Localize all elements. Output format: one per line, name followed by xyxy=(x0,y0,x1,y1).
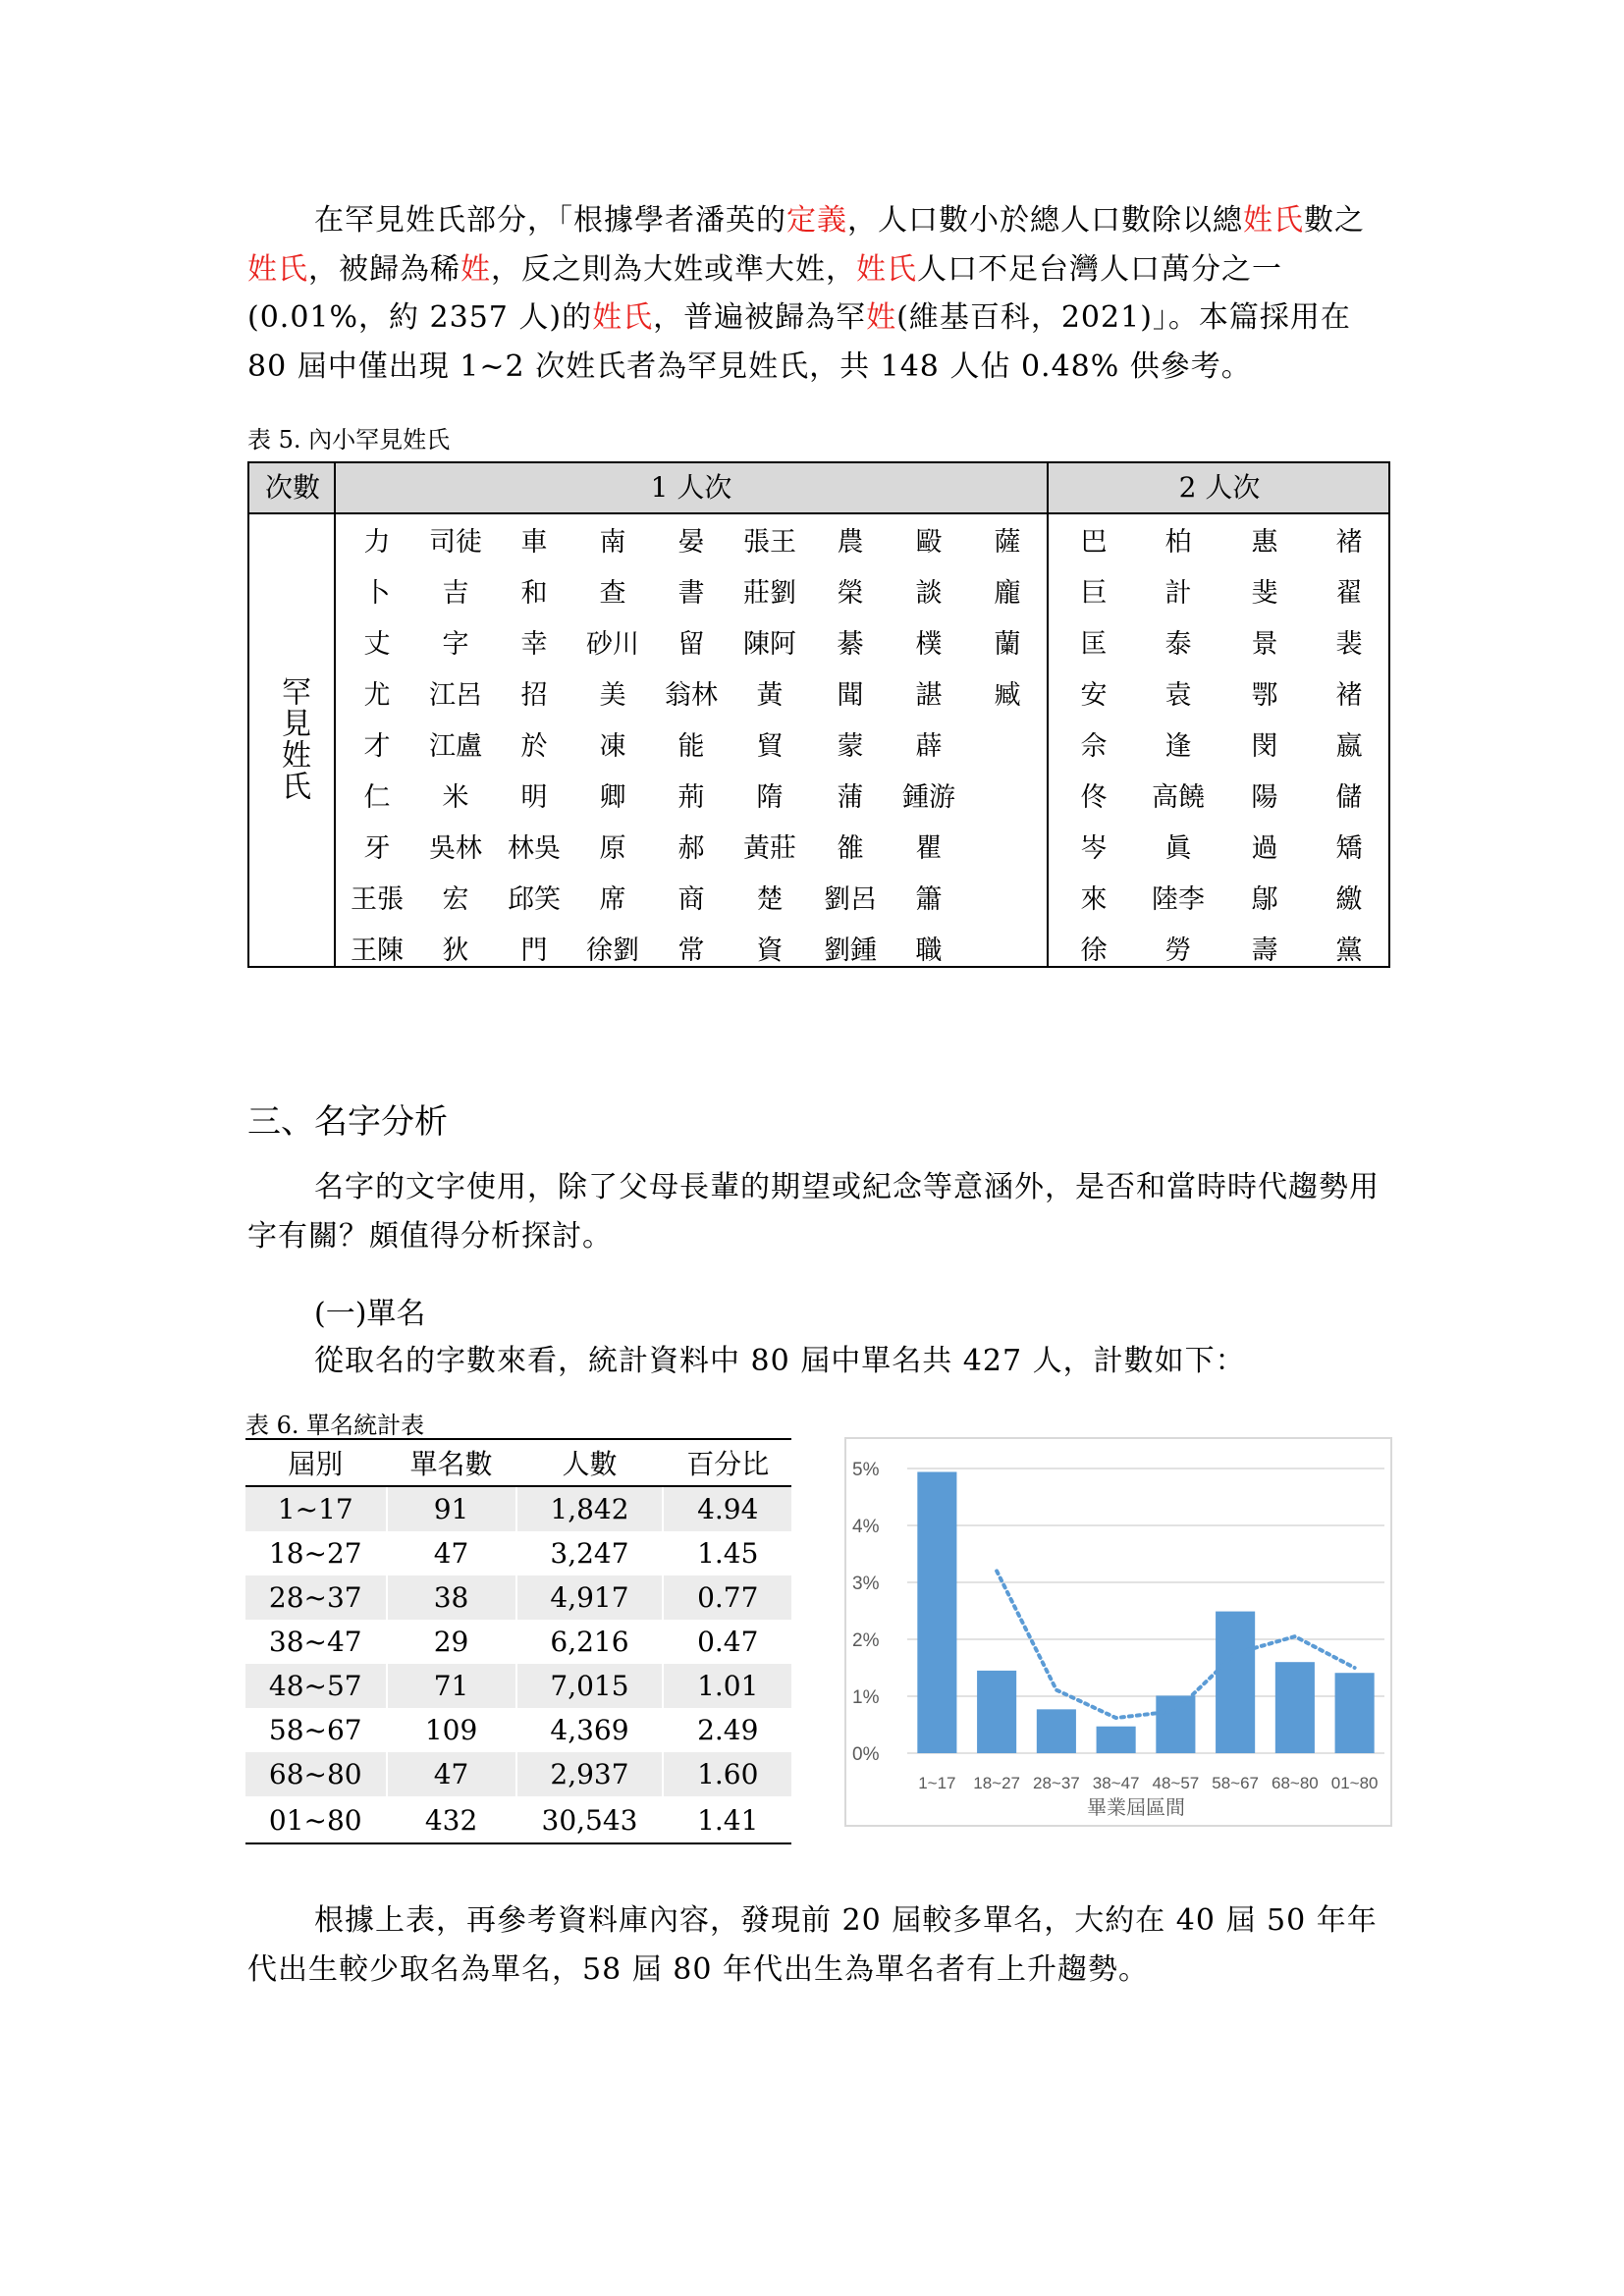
table-cell: 58~67 xyxy=(268,1714,362,1746)
table-cell: 3,247 xyxy=(516,1531,664,1575)
surname-cell: 和 xyxy=(520,578,548,609)
y-tick-label: 1% xyxy=(852,1687,880,1708)
table-row xyxy=(245,1797,791,1843)
surname-cell: 佟 xyxy=(1080,782,1108,813)
surname-cell: 蒙 xyxy=(837,731,864,762)
surname-cell: 力 xyxy=(363,527,391,558)
surname-cell: 繳 xyxy=(1335,884,1363,915)
surname-cell: 薜 xyxy=(915,731,943,762)
table-cell: 1.45 xyxy=(663,1531,791,1575)
surname-cell: 貿 xyxy=(756,731,784,762)
surname-cell: 瞿 xyxy=(915,833,943,864)
table6-header: 百分比 xyxy=(663,1439,791,1486)
chart-bar xyxy=(1216,1612,1255,1753)
surname-cell: 林吳 xyxy=(508,833,561,864)
single-name-intro: 從取名的字數來看，統計資料中 80 屆中單名共 427 人，計數如下： xyxy=(314,1344,1246,1378)
table6-header: 單名數 xyxy=(387,1439,516,1486)
surname-cell: 吳林 xyxy=(429,833,482,864)
surname-cell: 明 xyxy=(520,782,548,813)
surname-cell: 佘 xyxy=(1080,731,1108,762)
surname-cell: 美 xyxy=(599,680,626,711)
surname-cell: 黃莊 xyxy=(743,833,796,864)
surname-cell: 劉鍾 xyxy=(824,935,877,966)
surname-cell: 徐 xyxy=(1080,935,1108,966)
chart-bar xyxy=(977,1671,1016,1753)
x-tick-label: 1~17 xyxy=(918,1774,956,1792)
surname-cell: 江呂 xyxy=(429,680,482,711)
surname-cell: 尤 xyxy=(363,680,391,711)
x-tick-label: 48~57 xyxy=(1152,1774,1200,1792)
table-row xyxy=(245,1531,791,1575)
surname-cell: 荊 xyxy=(677,782,705,813)
surname-cell: 樸 xyxy=(915,629,943,660)
table-cell: 109 xyxy=(387,1708,516,1752)
surname-cell: 陸李 xyxy=(1152,884,1205,915)
table-cell: 29 xyxy=(387,1620,516,1664)
surname-cell: 鍾游 xyxy=(902,782,955,813)
y-tick-label: 4% xyxy=(852,1517,880,1537)
surname-cell: 薩 xyxy=(994,527,1021,558)
surname-cell: 綦 xyxy=(837,629,864,660)
surname-cell: 張王 xyxy=(743,527,796,558)
surname-cell: 徐劉 xyxy=(586,935,639,966)
table-cell: 4.94 xyxy=(663,1486,791,1531)
single-name-chart xyxy=(844,1437,1392,1827)
surname-cell: 幸 xyxy=(520,629,548,660)
surname-cell: 逢 xyxy=(1164,731,1192,762)
y-tick-label: 0% xyxy=(852,1744,880,1765)
table-row xyxy=(245,1664,791,1708)
surname-cell: 榮 xyxy=(837,578,864,609)
surname-cell: 矯 xyxy=(1335,833,1363,864)
surname-cell: 字 xyxy=(442,629,469,660)
surname-cell: 景 xyxy=(1251,629,1278,660)
surname-cell: 於 xyxy=(520,731,548,762)
surname-cell: 職 xyxy=(915,935,943,966)
chart-bar xyxy=(1097,1727,1136,1753)
surname-cell: 江盧 xyxy=(429,731,482,762)
y-tick-label: 5% xyxy=(852,1460,880,1480)
table-cell: 1.01 xyxy=(663,1664,791,1708)
table-row xyxy=(245,1486,791,1531)
surname-cell: 莊劉 xyxy=(743,578,796,609)
surname-cell: 陳阿 xyxy=(743,629,796,660)
table-cell: 18~27 xyxy=(268,1537,362,1570)
table-cell: 0.77 xyxy=(663,1575,791,1620)
table-cell: 47 xyxy=(387,1531,516,1575)
surname-cell: 席 xyxy=(599,884,626,915)
surname-cell: 簫 xyxy=(915,884,943,915)
table6-header: 屆別 xyxy=(245,1439,387,1486)
table-cell: 68~80 xyxy=(245,1752,387,1797)
surname-cell: 勞 xyxy=(1164,935,1192,966)
surname-cell: 蘭 xyxy=(994,629,1021,660)
surname-cell: 晏 xyxy=(677,527,705,558)
table5-header-count: 次數 xyxy=(264,471,320,504)
surname-cell: 泰 xyxy=(1164,629,1192,660)
x-tick-label: 28~37 xyxy=(1033,1774,1080,1792)
table-row xyxy=(245,1620,791,1664)
surname-cell: 車 xyxy=(520,527,548,558)
subheading-single-name: (一)單名 xyxy=(314,1297,426,1331)
surname-cell: 留 xyxy=(677,629,705,660)
surname-cell: 翟 xyxy=(1335,578,1363,609)
chart-bar xyxy=(1156,1695,1195,1753)
surname-cell: 牙 xyxy=(363,833,391,864)
table5-caption: 表 5. 內小罕見姓氏 xyxy=(247,426,451,454)
surname-cell: 安 xyxy=(1080,680,1108,711)
surname-cell: 鄔 xyxy=(1251,884,1278,915)
x-axis-label: 畢業屆區間 xyxy=(1087,1795,1185,1819)
table-cell: 38 xyxy=(387,1575,516,1620)
surname-cell: 來 xyxy=(1080,884,1108,915)
surname-cell: 巴 xyxy=(1080,527,1108,558)
surname-cell: 凍 xyxy=(599,731,626,762)
surname-cell: 翁林 xyxy=(665,680,718,711)
table-cell: 7,015 xyxy=(516,1664,664,1708)
table-cell: 91 xyxy=(387,1486,516,1531)
chart-bar xyxy=(1037,1709,1076,1753)
table-cell: 432 xyxy=(387,1797,516,1843)
table-cell: 71 xyxy=(387,1664,516,1708)
surname-cell: 鄂 xyxy=(1251,680,1278,711)
surname-cell: 南 xyxy=(599,527,626,558)
table-cell: 1,842 xyxy=(516,1486,664,1531)
surname-cell: 仁 xyxy=(363,782,391,813)
x-tick-label: 58~67 xyxy=(1212,1774,1259,1792)
surname-cell: 米 xyxy=(442,782,469,813)
surname-cell: 高饒 xyxy=(1152,782,1205,813)
chart-bar xyxy=(917,1471,956,1753)
surname-cell: 邱笑 xyxy=(508,884,561,915)
surname-cell: 蒲 xyxy=(837,782,864,813)
surname-cell: 黨 xyxy=(1335,935,1363,966)
surname-cell: 惠 xyxy=(1251,527,1278,558)
single-name-table xyxy=(245,1438,791,1844)
surname-cell: 吉 xyxy=(442,578,469,609)
rare-surname-table xyxy=(247,461,1390,968)
table-cell: 6,216 xyxy=(516,1620,664,1664)
table5-header-twice: 2 人次 xyxy=(1178,471,1261,504)
surname-cell: 書 xyxy=(677,578,705,609)
surname-cell: 壽 xyxy=(1251,935,1278,966)
table-cell: 1.41 xyxy=(663,1797,791,1843)
surname-cell: 褚 xyxy=(1335,527,1363,558)
section-heading: 三、名字分析 xyxy=(247,1102,448,1142)
surname-cell: 毆 xyxy=(915,527,943,558)
x-tick-label: 68~80 xyxy=(1272,1774,1319,1792)
surname-cell: 王陳 xyxy=(351,935,404,966)
surname-cell: 雒 xyxy=(837,833,864,864)
chart-svg xyxy=(846,1439,1390,1825)
x-tick-label: 18~27 xyxy=(973,1774,1020,1792)
surname-cell: 常 xyxy=(677,935,705,966)
surname-cell: 商 xyxy=(677,884,705,915)
surname-cell: 司徒 xyxy=(429,527,482,558)
table-row xyxy=(245,1708,791,1752)
x-tick-label: 38~47 xyxy=(1092,1774,1140,1792)
surname-cell: 楚 xyxy=(756,884,784,915)
surname-cell: 裴 xyxy=(1335,629,1363,660)
surname-cell: 過 xyxy=(1251,833,1278,864)
table6-header-row xyxy=(245,1439,791,1486)
conclusion-paragraph: 根據上表，再參考資料庫內容，發現前 20 屆較多單名，大約在 40 屆 50 年年代出生較少取名為單名，58 屆 80 年代出生為單名者有上升趨勢。 xyxy=(247,1903,1378,1987)
surname-cell: 龐 xyxy=(994,578,1021,609)
surname-cell: 卜 xyxy=(363,578,391,609)
surname-cell: 眞 xyxy=(1164,833,1192,864)
surname-cell: 郝 xyxy=(677,833,705,864)
table-cell: 1.60 xyxy=(663,1752,791,1797)
table-cell: 30,543 xyxy=(516,1797,664,1843)
surname-cell: 褚 xyxy=(1335,680,1363,711)
surname-cell: 黃 xyxy=(756,680,784,711)
surname-cell: 招 xyxy=(520,680,548,711)
surname-cell: 陽 xyxy=(1251,782,1278,813)
surname-cell: 劉呂 xyxy=(824,884,877,915)
table6-caption: 表 6. 單名統計表 xyxy=(245,1412,425,1439)
surname-cell: 丈 xyxy=(363,629,391,660)
surname-cell: 資 xyxy=(756,935,784,966)
surname-cell: 聞 xyxy=(837,680,864,711)
name-analysis-paragraph: 名字的文字使用，除了父母長輩的期望或紀念等意涵外，是否和當時時代趨勢用字有關？頗值得分析探討。 xyxy=(247,1170,1380,1254)
table6-header: 人數 xyxy=(516,1439,664,1486)
surname-cell: 砂川 xyxy=(586,629,639,660)
surname-cell: 王張 xyxy=(351,884,404,915)
intro-paragraph: 在罕見姓氏部分，「根據學者潘英的定義，人口數小於總人口數除以總姓氏數之姓氏，被歸為稀姓，反之則為大姓或準大姓，姓氏人口不足台灣人口萬分之一(0.01%，約 2357 人)的姓氏，普遍被歸為罕姓(維基百科，2021)」。本篇採用在 80 屆中僅出現 1~2 次姓氏者為罕見姓氏，共 148 人佔 0.48% 供參考。 xyxy=(247,203,1365,384)
table-cell: 0.47 xyxy=(663,1620,791,1664)
surname-cell: 隋 xyxy=(756,782,784,813)
surname-cell: 查 xyxy=(599,578,626,609)
table-cell: 38~47 xyxy=(268,1626,362,1658)
table-row xyxy=(245,1575,791,1620)
surname-cell: 諶 xyxy=(915,680,943,711)
surname-cell: 卿 xyxy=(599,782,626,813)
chart-bar xyxy=(1275,1662,1315,1753)
surname-cell: 巨 xyxy=(1080,578,1108,609)
table-cell: 4,369 xyxy=(516,1708,664,1752)
y-tick-label: 2% xyxy=(852,1630,880,1651)
table5-side-label: 罕見姓氏 xyxy=(276,676,310,802)
surname-cell: 談 xyxy=(915,578,943,609)
surname-cell: 袁 xyxy=(1164,680,1192,711)
surname-cell: 計 xyxy=(1164,578,1192,609)
table-cell: 2.49 xyxy=(663,1708,791,1752)
surname-cell: 門 xyxy=(520,935,548,966)
surname-cell: 能 xyxy=(677,731,705,762)
surname-cell: 原 xyxy=(599,833,626,864)
table5-header-once: 1 人次 xyxy=(650,471,732,504)
table-cell: 48~57 xyxy=(245,1664,387,1708)
table-row xyxy=(245,1752,791,1797)
surname-cell: 才 xyxy=(363,731,391,762)
surname-cell: 嬴 xyxy=(1335,731,1363,762)
surname-cell: 岑 xyxy=(1080,833,1108,864)
table-cell: 47 xyxy=(387,1752,516,1797)
surname-cell: 儲 xyxy=(1335,782,1363,813)
surname-cell: 斐 xyxy=(1251,578,1278,609)
surname-cell: 閔 xyxy=(1251,731,1278,762)
surname-cell: 農 xyxy=(837,527,864,558)
table-cell: 2,937 xyxy=(516,1752,664,1797)
y-tick-label: 3% xyxy=(852,1574,880,1594)
surname-cell: 匡 xyxy=(1080,629,1108,660)
surname-cell: 狄 xyxy=(442,935,469,966)
chart-bar xyxy=(1335,1673,1375,1753)
table-cell: 4,917 xyxy=(516,1575,664,1620)
table-cell: 01~80 xyxy=(245,1797,387,1843)
table-cell: 1~17 xyxy=(245,1486,387,1531)
surname-cell: 柏 xyxy=(1164,527,1192,558)
surname-cell: 臧 xyxy=(994,680,1021,711)
table-cell: 28~37 xyxy=(245,1575,387,1620)
x-tick-label: 01~80 xyxy=(1330,1774,1379,1792)
surname-cell: 宏 xyxy=(442,884,469,915)
